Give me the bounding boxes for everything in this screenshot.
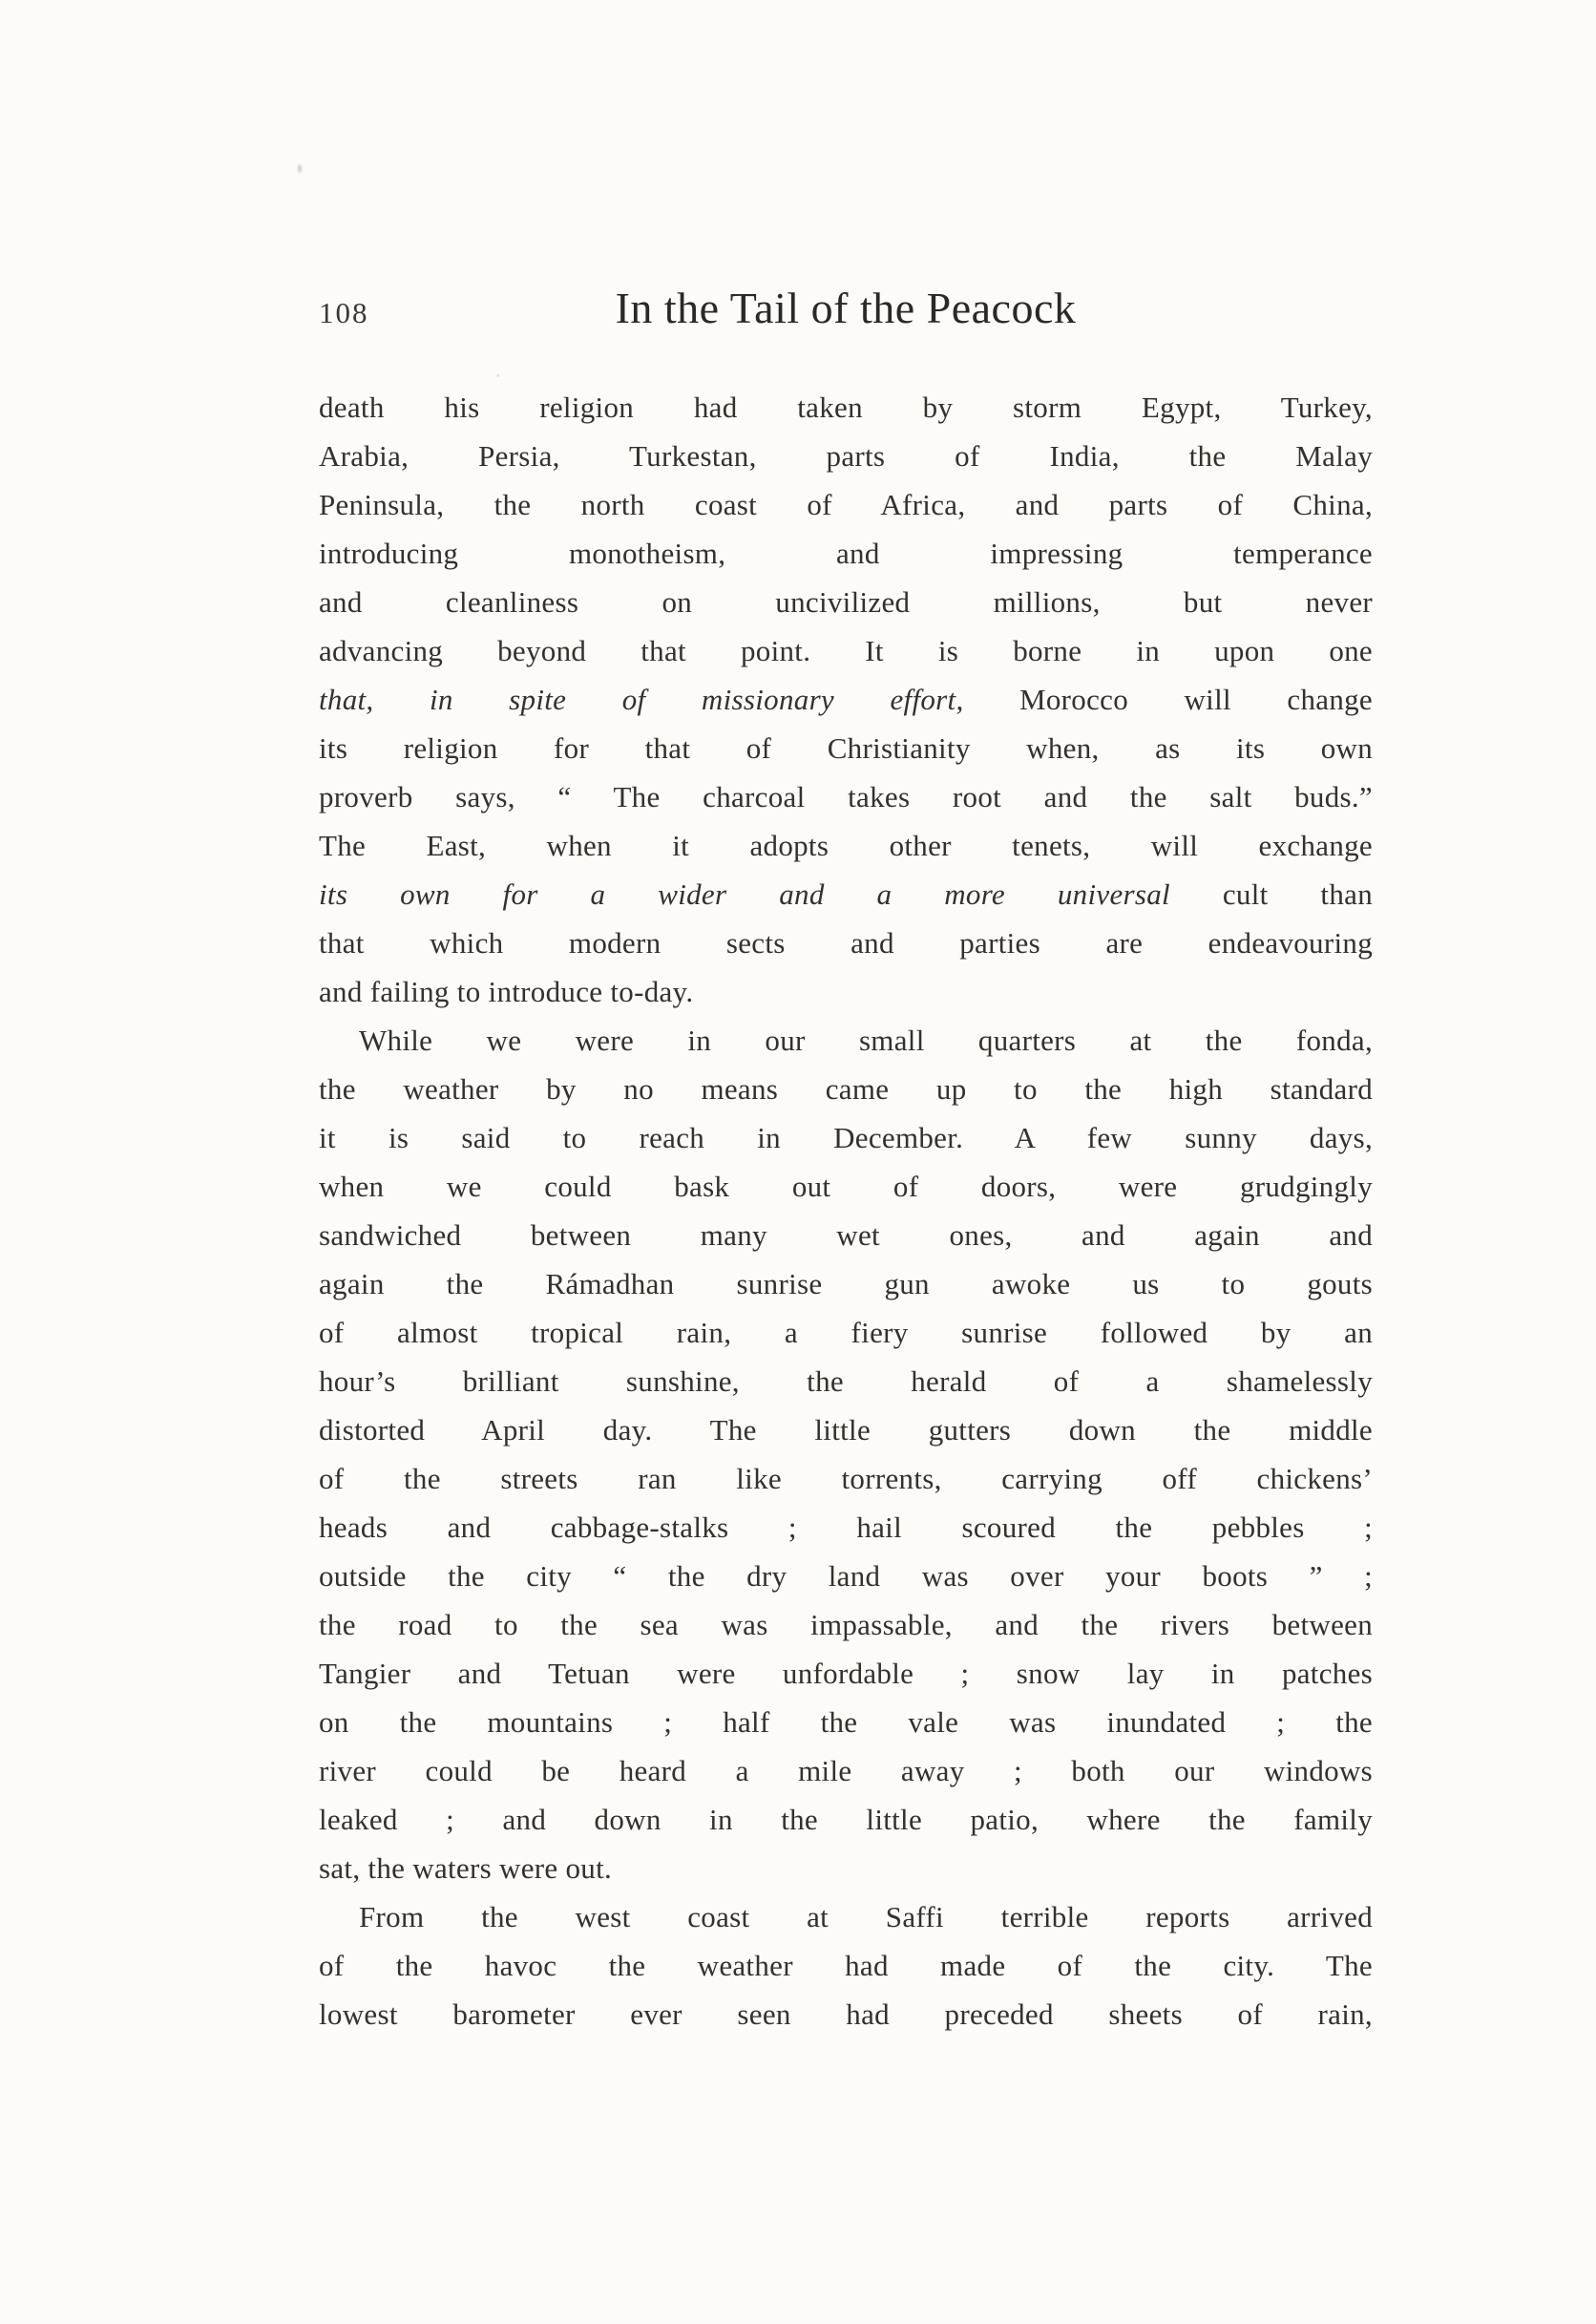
text-line: it is said to reach in December. A few sunny days, [319,1121,1373,1154]
text-line: heads and cabbage-stalks ; hail scoured the pebbles ; [319,1511,1373,1544]
text-line: the weather by no means came up to the high standard [319,1072,1373,1106]
text-line: of the havoc the weather had made of the city. The [319,1949,1373,1982]
text-line: of the streets ran like torrents, carrying off chickens’ [319,1462,1373,1495]
text-line: introducing monotheism, and impressing temperance [319,537,1373,570]
text-line: proverb says, “ The charcoal takes root and the salt buds.” [319,780,1373,813]
text-line: Peninsula, the north coast of Africa, and parts of China, [319,488,1373,521]
text-line: The East, when it adopts other tenets, will exchange [319,829,1373,862]
text-line: of almost tropical rain, a fiery sunrise followed by an [319,1316,1373,1349]
text-line: when we could bask out of doors, were grudgingly [319,1170,1373,1203]
page-title: In the Tail of the Peacock [615,284,1077,332]
text-line: that which modern sects and parties are endeavouring [319,926,1373,960]
text-line: sat, the waters were out. [319,1851,613,1885]
text-line: From the west coast at Saffi terrible reports arrived [359,1900,1373,1933]
scan-speck [298,164,302,173]
page-body [319,383,1373,2039]
text-line: advancing beyond that point. It is borne in upon one [319,634,1373,667]
text-line: river could be heard a mile away ; both our windows [319,1754,1373,1787]
text-line: sandwiched between many wet ones, and again and [319,1218,1373,1252]
page-number: 108 [319,296,369,329]
page-content [319,283,1373,2039]
text-line: on the mountains ; half the vale was inundated ; the [319,1705,1373,1739]
text-line: the road to the sea was impassable, and the rivers between [319,1608,1373,1641]
text-line: Tangier and Tetuan were unfordable ; snow lay in patches [319,1657,1373,1690]
text-line: While we were in our small quarters at the fonda, [359,1024,1373,1057]
text-line: its own for a wider and a more universal cult than [319,877,1374,911]
text-line: Arabia, Persia, Turkestan, parts of India, the Malay [319,439,1373,473]
page-header [319,283,1373,333]
text-line: lowest barometer ever seen had preceded sheets of rain, [319,1997,1373,2031]
text-line: and cleanliness on uncivilized millions, but never [319,585,1373,619]
text-line: that, in spite of missionary effort, Morocco will change [319,683,1373,716]
text-line: leaked ; and down in the little patio, where the family [319,1803,1373,1836]
text-line: again the Rámadhan sunrise gun awoke us to gouts [319,1267,1373,1300]
text-line: outside the city “ the dry land was over your boots ” ; [319,1559,1373,1593]
text-line: and failing to introduce to-day. [319,975,694,1008]
text-line: distorted April day. The little gutters down the middle [319,1413,1373,1447]
text-line: death his religion had taken by storm Egypt, Turkey, [319,391,1373,424]
text-line: hour’s brilliant sunshine, the herald of a shamelessly [319,1364,1373,1398]
text-line: its religion for that of Christianity when, as its own [319,731,1373,765]
